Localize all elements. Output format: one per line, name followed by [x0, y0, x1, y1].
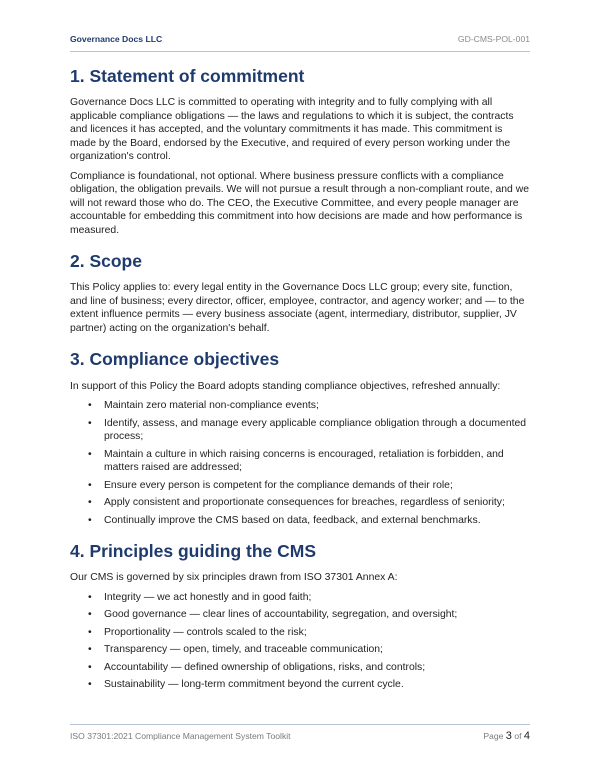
list-item: • Maintain a culture in which raising concerns is encouraged, retaliation is forbidden, and matters raised are addressed; [104, 448, 530, 475]
list-item: • Good governance — clear lines of accountability, segregation, and oversight; [104, 608, 530, 622]
objectives-list [70, 399, 530, 527]
page-header [70, 34, 530, 50]
list-item: • Apply consistent and proportionate consequences for breaches, regardless of seniority; [104, 496, 530, 510]
paragraph: This Policy applies to: every legal entity in the Governance Docs LLC group; every site, function, and line of business; every director, officer, employee, contractor, and agency worker; and — to the extent influence permits — every business associate (agent, intermediary, distributor, supplier, JV partner) acting on the organization's behalf. [70, 282, 525, 334]
list-item: • Maintain zero material non-compliance events; [104, 399, 530, 413]
list-item: • Proportionality — controls scaled to the risk; [104, 626, 530, 640]
page-indicator [483, 730, 530, 742]
section-heading: 2. Scope [70, 251, 142, 272]
header-divider [70, 51, 530, 52]
paragraph: Compliance is foundational, not optional. Where business pressure conflicts with a compliance obligation, the obligation prevails. We will not pursue a result through a non-compliant route, and we will not reward those who do. The CEO, the Executive Committee, and every people manager are accountable for embedding this commitment into how decisions are made and how performance is measured. [70, 170, 529, 236]
principles-list [70, 591, 530, 692]
document-id: GD-CMS-POL-001 [457, 34, 530, 44]
list-item: • Identify, assess, and manage every applicable compliance obligation through a documented process; [104, 417, 530, 444]
section-scope [70, 251, 530, 335]
page-number: 3 [505, 730, 512, 742]
of-label: of [514, 731, 522, 741]
section-intro: In support of this Policy the Board adopts standing compliance objectives, refreshed annually: [70, 380, 501, 392]
list-item: • Accountability — defined ownership of obligations, risks, and controls; [104, 661, 530, 675]
list-item: • Sustainability — long-term commitment beyond the current cycle. [104, 678, 530, 692]
document-body [70, 66, 530, 706]
section-heading: 4. Principles guiding the CMS [70, 541, 316, 562]
section-heading: 1. Statement of commitment [70, 66, 305, 86]
page-label: Page [483, 731, 504, 741]
section-compliance-objectives [70, 349, 530, 527]
paragraph: Governance Docs LLC is committed to operating with integrity and to fully complying with all applicable compliance obligations — the laws and regulations to which it is subject, the contracts and licences it has accepted, and the voluntary commitments it has made. This commitment is made by the Board, endorsed by the Executive, and required of every person working under the organization's control. [70, 97, 514, 163]
section-principles [70, 541, 530, 692]
toolkit-title: ISO 37301:2021 Compliance Management System Toolkit [70, 731, 291, 741]
list-item: • Continually improve the CMS based on data, feedback, and external benchmarks. [104, 514, 530, 528]
section-statement-of-commitment [70, 66, 530, 237]
list-item: • Ensure every person is competent for the compliance demands of their role; [104, 479, 530, 493]
list-item: • Integrity — we act honestly and in good faith; [104, 591, 530, 605]
section-heading: 3. Compliance objectives [70, 349, 280, 370]
organization-name: Governance Docs LLC [70, 34, 163, 44]
section-intro: Our CMS is governed by six principles drawn from ISO 37301 Annex A: [70, 572, 398, 584]
footer-divider [70, 724, 530, 725]
page-total: 4 [523, 730, 530, 742]
list-item: • Transparency — open, timely, and traceable communication; [104, 643, 530, 657]
page-footer [70, 730, 530, 742]
